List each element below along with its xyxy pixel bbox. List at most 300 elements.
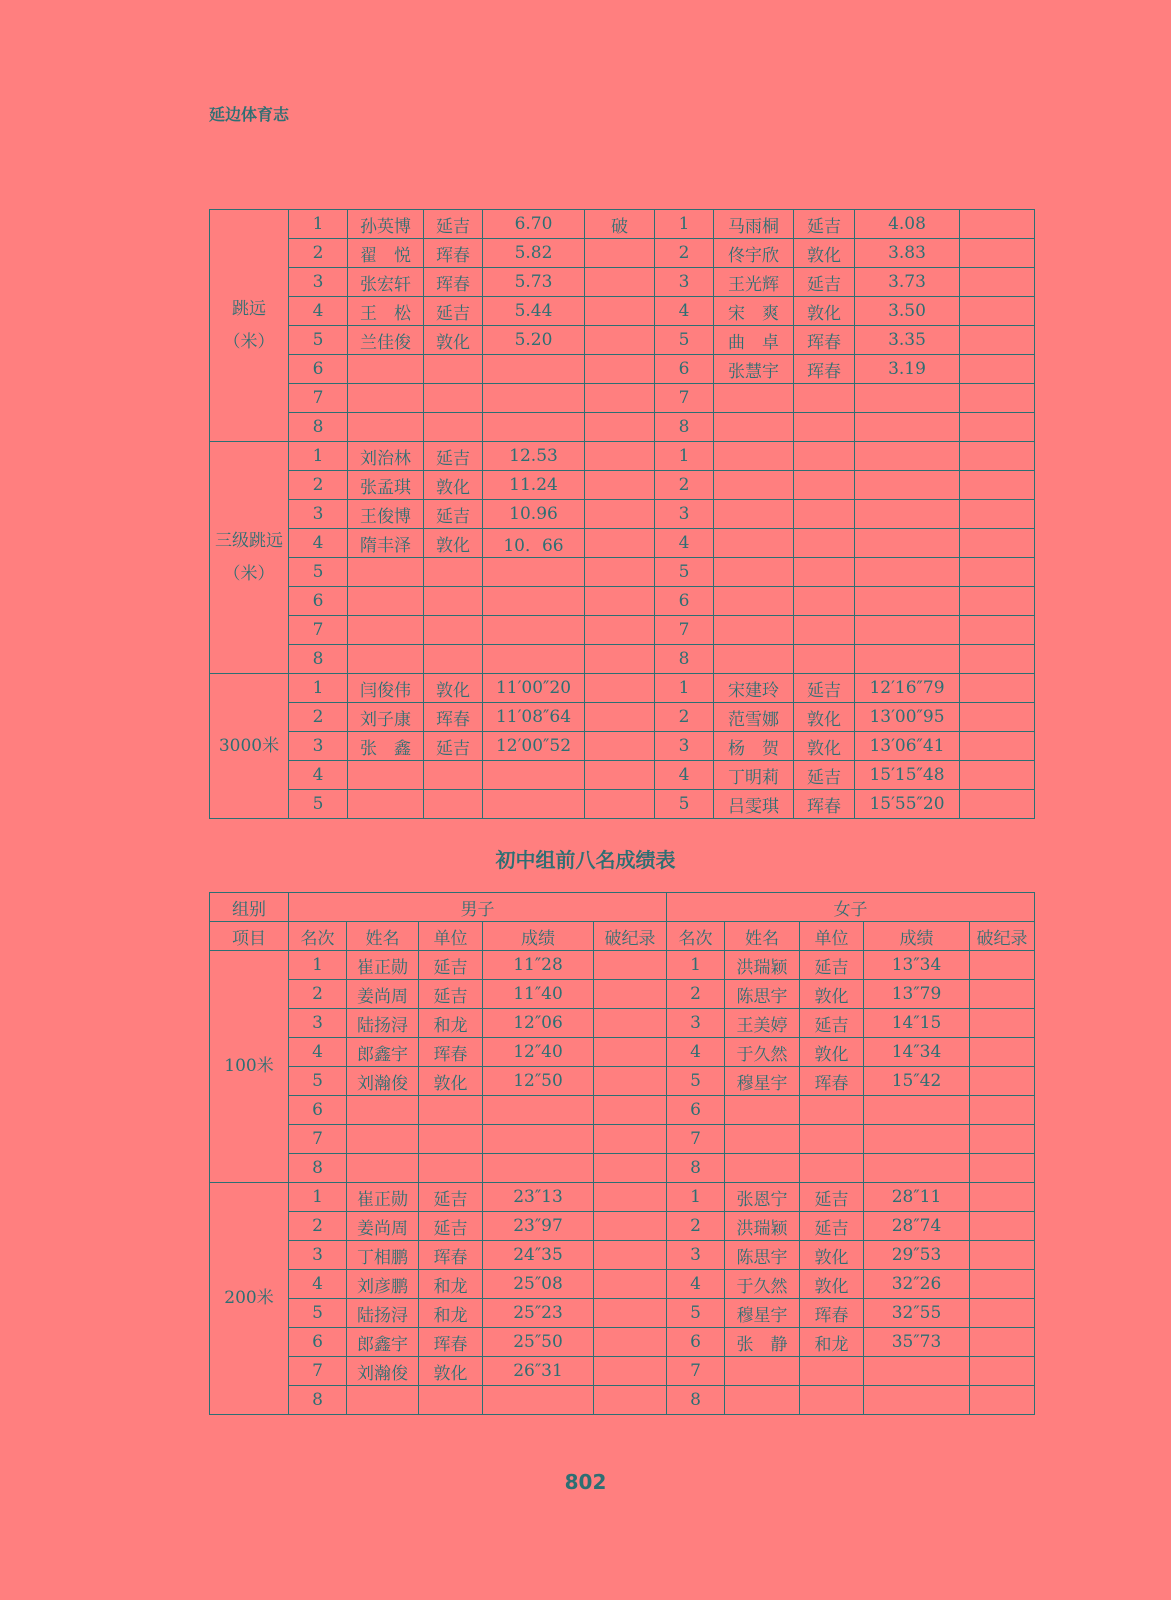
male-rank-cell: 5 [289,1299,347,1328]
female-rank-cell: 7 [667,1357,725,1386]
female-result-cell: 4.08 [855,210,960,239]
female-record-cell [970,980,1035,1009]
female-record-cell [960,703,1035,732]
female-rank-cell: 6 [667,1096,725,1125]
female-unit-cell [794,587,855,616]
table-row [210,616,1035,645]
male-result-cell: 5.82 [483,239,585,268]
female-record-cell [970,1357,1035,1386]
male-rank-cell: 1 [289,951,347,980]
header-female-label: 女子 [667,893,1035,922]
male-result-cell [483,1386,594,1415]
table-row [210,703,1035,732]
female-unit-cell: 敦化 [800,1270,864,1299]
female-name-cell: 陈思宇 [725,980,800,1009]
male-rank-cell: 1 [289,442,348,471]
female-rank-cell: 7 [667,1125,725,1154]
female-name-cell: 马雨桐 [714,210,794,239]
male-record-cell [585,703,655,732]
male-name-cell: 王 松 [348,297,424,326]
female-rank-cell: 3 [655,732,714,761]
female-unit-cell: 珲春 [794,790,855,819]
male-unit-cell [424,558,483,587]
female-name-cell: 王美婷 [725,1009,800,1038]
table-row [210,1299,1035,1328]
table-row [210,500,1035,529]
female-name-cell [714,645,794,674]
male-result-cell [483,1154,594,1183]
male-rank-cell: 2 [289,1212,347,1241]
table-row [210,558,1035,587]
male-rank-cell: 3 [289,732,348,761]
male-result-cell: 12.53 [483,442,585,471]
female-name-cell: 张恩宁 [725,1183,800,1212]
male-record-cell [585,529,655,558]
male-record-cell: 破 [585,210,655,239]
female-name-cell: 宋 爽 [714,297,794,326]
running-header: 延边体育志 [209,105,290,124]
female-unit-cell: 延吉 [794,674,855,703]
female-unit-cell: 敦化 [794,732,855,761]
female-unit-cell: 珲春 [800,1067,864,1096]
female-result-cell [855,529,960,558]
female-record-cell [960,558,1035,587]
female-name-cell: 佟宇欣 [714,239,794,268]
male-name-cell: 张孟琪 [348,471,424,500]
male-result-cell: 12′00″52 [483,732,585,761]
male-unit-cell: 延吉 [419,1183,483,1212]
female-result-cell: 3.73 [855,268,960,297]
male-record-cell [594,1096,667,1125]
female-unit-cell: 珲春 [800,1299,864,1328]
female-record-cell [970,1096,1035,1125]
female-rank-cell: 6 [655,587,714,616]
female-result-cell: 15″42 [864,1067,970,1096]
female-rank-cell: 1 [667,951,725,980]
female-rank-cell: 4 [655,529,714,558]
male-rank-cell: 3 [289,500,348,529]
female-name-cell: 曲 卓 [714,326,794,355]
male-record-cell [594,1299,667,1328]
female-record-cell [960,761,1035,790]
event-cell [210,1183,289,1415]
male-rank-cell: 2 [289,703,348,732]
female-rank-cell: 5 [667,1067,725,1096]
event-cell [210,210,289,442]
female-name-cell: 王光辉 [714,268,794,297]
female-rank-cell: 2 [655,703,714,732]
male-name-cell: 郎鑫宇 [347,1328,419,1357]
male-name-cell: 张 鑫 [348,732,424,761]
female-unit-cell [800,1096,864,1125]
female-record-cell [960,500,1035,529]
male-unit-cell: 珲春 [419,1328,483,1357]
table-row [210,355,1035,384]
female-name-cell [714,413,794,442]
female-result-cell [855,471,960,500]
male-unit-cell: 敦化 [424,529,483,558]
female-unit-cell: 敦化 [800,1038,864,1067]
female-result-cell [864,1125,970,1154]
male-rank-cell: 1 [289,210,348,239]
male-unit-cell: 和龙 [419,1299,483,1328]
female-unit-cell: 敦化 [800,980,864,1009]
table-row [210,1009,1035,1038]
female-result-cell: 15′55″20 [855,790,960,819]
male-rank-cell: 4 [289,297,348,326]
female-record-cell [970,1038,1035,1067]
female-unit-cell [794,442,855,471]
female-name-cell [725,1386,800,1415]
female-rank-cell: 3 [667,1009,725,1038]
male-record-cell [594,1154,667,1183]
male-name-cell: 陆扬浔 [347,1009,419,1038]
female-rank-cell: 7 [655,616,714,645]
male-result-cell: 10．66 [483,529,585,558]
female-result-cell: 28″74 [864,1212,970,1241]
female-name-cell: 洪瑞颖 [725,1212,800,1241]
male-name-cell [348,761,424,790]
female-name-cell: 张 静 [725,1328,800,1357]
female-result-cell: 29″53 [864,1241,970,1270]
female-rank-cell: 2 [667,980,725,1009]
male-record-cell [585,732,655,761]
female-unit-cell [794,529,855,558]
male-name-cell: 孙英博 [348,210,424,239]
event-name: 跳远 [232,299,266,320]
female-result-cell: 3.50 [855,297,960,326]
table-row [210,413,1035,442]
female-rank-cell: 7 [655,384,714,413]
male-result-cell [483,1125,594,1154]
table-row [210,442,1035,471]
junior-table-body [210,951,1035,1415]
female-record-cell [970,1125,1035,1154]
male-result-cell: 25″50 [483,1328,594,1357]
male-rank-cell: 3 [289,268,348,297]
male-result-cell [483,645,585,674]
male-result-cell [483,1096,594,1125]
male-name-cell [348,355,424,384]
male-record-cell [594,1386,667,1415]
male-result-cell: 25″23 [483,1299,594,1328]
male-unit-cell [424,790,483,819]
header-female-rank: 名次 [667,922,725,951]
female-unit-cell [794,616,855,645]
male-unit-cell [419,1154,483,1183]
female-record-cell [960,384,1035,413]
male-record-cell [585,790,655,819]
male-record-cell [585,761,655,790]
table-row [210,1328,1035,1357]
female-name-cell [714,558,794,587]
table-row [210,732,1035,761]
table-row [210,790,1035,819]
female-result-cell: 3.35 [855,326,960,355]
male-rank-cell: 7 [289,616,348,645]
male-unit-cell [419,1386,483,1415]
male-result-cell: 5.44 [483,297,585,326]
female-result-cell [855,442,960,471]
male-rank-cell: 4 [289,761,348,790]
male-unit-cell: 敦化 [424,326,483,355]
male-name-cell: 刘瀚俊 [347,1357,419,1386]
male-rank-cell: 8 [289,1386,347,1415]
male-rank-cell: 7 [289,384,348,413]
female-result-cell [855,558,960,587]
female-unit-cell [800,1386,864,1415]
male-rank-cell: 1 [289,1183,347,1212]
male-rank-cell: 6 [289,587,348,616]
header-female-name: 姓名 [725,922,800,951]
female-result-cell [855,413,960,442]
female-rank-cell: 5 [667,1299,725,1328]
male-rank-cell: 5 [289,326,348,355]
female-name-cell: 穆星宇 [725,1067,800,1096]
female-result-cell [855,384,960,413]
female-name-cell [714,442,794,471]
female-rank-cell: 8 [667,1386,725,1415]
male-name-cell [348,413,424,442]
female-record-cell [970,1299,1035,1328]
table-row [210,1241,1035,1270]
female-result-cell [864,1386,970,1415]
male-result-cell [483,587,585,616]
male-record-cell [594,1183,667,1212]
table-row [210,529,1035,558]
female-result-cell [864,1154,970,1183]
female-unit-cell: 珲春 [794,355,855,384]
male-name-cell: 崔正勋 [347,1183,419,1212]
female-record-cell [960,413,1035,442]
female-unit-cell [794,558,855,587]
male-unit-cell: 敦化 [424,471,483,500]
header-male-label: 男子 [289,893,667,922]
table-row [210,1386,1035,1415]
male-unit-cell: 延吉 [419,1212,483,1241]
female-record-cell [970,1154,1035,1183]
male-record-cell [594,1009,667,1038]
table-row [210,239,1035,268]
event-name: 3000米 [218,735,280,756]
female-record-cell [960,471,1035,500]
male-name-cell [348,645,424,674]
female-record-cell [960,297,1035,326]
male-name-cell: 丁相鹏 [347,1241,419,1270]
female-unit-cell [794,500,855,529]
male-record-cell [594,1241,667,1270]
female-unit-cell: 珲春 [794,326,855,355]
female-result-cell: 35″73 [864,1328,970,1357]
female-record-cell [970,1212,1035,1241]
male-record-cell [585,587,655,616]
female-unit-cell: 和龙 [800,1328,864,1357]
table-row [210,1125,1035,1154]
female-result-cell: 13″34 [864,951,970,980]
table-row [210,1154,1035,1183]
male-rank-cell: 3 [289,1241,347,1270]
female-unit-cell [800,1125,864,1154]
male-record-cell [594,1125,667,1154]
male-record-cell [585,500,655,529]
male-unit-cell [424,645,483,674]
male-record-cell [594,1270,667,1299]
female-name-cell: 陈思宇 [725,1241,800,1270]
female-rank-cell: 2 [667,1212,725,1241]
female-record-cell [960,645,1035,674]
male-name-cell [347,1386,419,1415]
female-name-cell: 范雪娜 [714,703,794,732]
male-rank-cell: 6 [289,355,348,384]
female-name-cell: 洪瑞颖 [725,951,800,980]
female-record-cell [960,674,1035,703]
male-result-cell: 23″97 [483,1212,594,1241]
female-rank-cell: 5 [655,326,714,355]
table-row [210,297,1035,326]
male-rank-cell: 5 [289,1067,347,1096]
female-result-cell: 13′06″41 [855,732,960,761]
male-unit-cell: 延吉 [424,500,483,529]
male-rank-cell: 4 [289,529,348,558]
event-cell [210,674,289,819]
male-record-cell [585,326,655,355]
header-female-unit: 单位 [800,922,864,951]
male-record-cell [594,951,667,980]
female-name-cell [714,616,794,645]
female-unit-cell [794,471,855,500]
male-rank-cell: 8 [289,645,348,674]
female-name-cell [725,1096,800,1125]
female-rank-cell: 1 [655,210,714,239]
male-rank-cell: 3 [289,1009,347,1038]
female-name-cell: 丁明莉 [714,761,794,790]
table-row [210,587,1035,616]
female-rank-cell: 3 [655,268,714,297]
male-name-cell: 闫俊伟 [348,674,424,703]
female-rank-cell: 8 [655,413,714,442]
female-result-cell: 15′15″48 [855,761,960,790]
female-unit-cell [794,384,855,413]
male-record-cell [585,674,655,703]
male-result-cell: 11″40 [483,980,594,1009]
male-name-cell [348,616,424,645]
female-name-cell [725,1154,800,1183]
male-result-cell [483,384,585,413]
table-row [210,384,1035,413]
male-unit-cell: 敦化 [419,1067,483,1096]
event-cell [210,442,289,674]
male-unit-cell [424,616,483,645]
female-result-cell [855,500,960,529]
female-rank-cell: 2 [655,239,714,268]
header-male-unit: 单位 [419,922,483,951]
female-unit-cell: 延吉 [800,1212,864,1241]
table-row [210,1038,1035,1067]
female-name-cell: 吕雯琪 [714,790,794,819]
event-unit: （米） [223,563,275,584]
male-name-cell [347,1154,419,1183]
male-name-cell: 张宏轩 [348,268,424,297]
male-unit-cell: 和龙 [419,1270,483,1299]
male-unit-cell: 敦化 [424,674,483,703]
female-record-cell [970,1328,1035,1357]
female-name-cell [714,500,794,529]
female-result-cell: 32″55 [864,1299,970,1328]
female-name-cell: 杨 贺 [714,732,794,761]
male-record-cell [585,355,655,384]
event-name: 三级跳远 [215,531,283,552]
male-name-cell [348,384,424,413]
male-rank-cell: 5 [289,558,348,587]
table-row [210,674,1035,703]
male-unit-cell: 延吉 [424,210,483,239]
top-table-body [210,210,1035,819]
male-record-cell [585,239,655,268]
male-unit-cell: 珲春 [419,1038,483,1067]
female-record-cell [970,1241,1035,1270]
male-record-cell [594,1038,667,1067]
header-female-record: 破纪录 [970,922,1035,951]
event-name: 100米 [224,1056,274,1077]
table-row [210,326,1035,355]
female-rank-cell: 4 [667,1038,725,1067]
table-row [210,268,1035,297]
male-name-cell: 王俊博 [348,500,424,529]
male-name-cell [348,558,424,587]
female-record-cell [960,210,1035,239]
male-rank-cell: 1 [289,674,348,703]
male-unit-cell: 延吉 [419,980,483,1009]
male-result-cell: 24″35 [483,1241,594,1270]
female-record-cell [960,587,1035,616]
table-row [210,1270,1035,1299]
female-unit-cell: 延吉 [794,268,855,297]
female-unit-cell: 延吉 [800,1009,864,1038]
female-unit-cell: 延吉 [800,1183,864,1212]
table-row [210,645,1035,674]
female-rank-cell: 5 [655,558,714,587]
male-unit-cell: 敦化 [419,1357,483,1386]
male-result-cell: 11.24 [483,471,585,500]
male-unit-cell [424,384,483,413]
female-result-cell [864,1096,970,1125]
female-unit-cell: 延吉 [800,951,864,980]
male-rank-cell: 2 [289,471,348,500]
female-rank-cell: 1 [667,1183,725,1212]
female-rank-cell: 6 [667,1328,725,1357]
male-rank-cell: 2 [289,239,348,268]
event-cell [210,951,289,1183]
header-male-record: 破纪录 [594,922,667,951]
page-number: 802 [564,1470,607,1494]
female-name-cell: 于久然 [725,1038,800,1067]
male-rank-cell: 4 [289,1038,347,1067]
female-name-cell: 张慧宇 [714,355,794,384]
male-unit-cell: 延吉 [424,732,483,761]
male-record-cell [585,413,655,442]
female-record-cell [960,442,1035,471]
female-name-cell: 宋建玲 [714,674,794,703]
male-result-cell: 11″28 [483,951,594,980]
male-name-cell: 姜尚周 [347,1212,419,1241]
female-rank-cell: 8 [655,645,714,674]
female-name-cell [714,529,794,558]
male-name-cell: 隋丰泽 [348,529,424,558]
male-unit-cell: 延吉 [424,297,483,326]
male-result-cell: 6.70 [483,210,585,239]
male-unit-cell [419,1125,483,1154]
female-record-cell [970,1009,1035,1038]
